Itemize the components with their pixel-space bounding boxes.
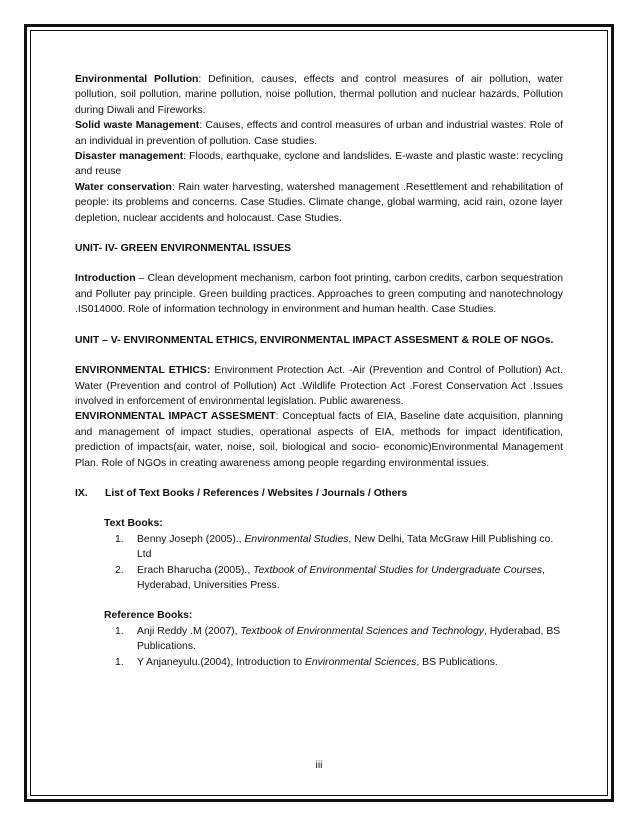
citation-author: Y Anjaneyulu.(2004), Introduction to: [137, 656, 305, 668]
term-heading: ENVIRONMENTAL IMPACT ASSESMENT: [75, 411, 276, 423]
section-number: IX.: [75, 487, 88, 499]
paragraph-solid-waste: [75, 118, 563, 149]
document-body: [75, 72, 563, 670]
term-body: : Definition, causes, effects and control measures of air pollution, water pollution, soil pollution, marine pollution, noise pollution, thermal pollution and nuclear hazards, Pollution during Diwali and Fireworks.: [75, 74, 563, 116]
citation-author: Benny Joseph (2005).,: [137, 533, 245, 545]
term-heading: ENVIRONMENTAL ETHICS:: [75, 365, 211, 377]
list-item: [115, 655, 563, 670]
list-item: [115, 532, 563, 563]
paragraph-impact-assessment: [75, 409, 563, 471]
term-body: Environment Protection Act. -Air (Prevention and Control of Pollution) Act. Water (Prevention and control of Pollution) Act .Wildlife Protection Act .Forest Conservation Act .Issues involved in enforcement of environmental legislation. Public awareness.: [75, 365, 563, 407]
item-number: 1.: [115, 533, 124, 545]
term-body: – Clean development mechanism, carbon foot printing, carbon credits, carbon sequestration and Polluter pay principle. Green building practices. Approaches to green computing and nanotechnology .IS014000. Role of information technology in environment and human health. Case Studies.: [75, 273, 563, 316]
term-heading: Introduction: [75, 273, 136, 285]
citation-title: Environmental Sciences: [304, 656, 417, 668]
term-heading: Water conservation: [75, 181, 172, 193]
paragraph-water-conservation: [75, 180, 563, 226]
citation-publisher: , Hyderabad, Universities Press.: [137, 564, 545, 591]
paragraph-disaster-management: [75, 149, 563, 180]
list-item: [115, 563, 563, 594]
references-list: [75, 624, 563, 670]
paragraph-environmental-ethics: [75, 363, 563, 409]
unit-4-title: UNIT- IV- GREEN ENVIRONMENTAL ISSUES: [75, 243, 292, 255]
page-number: iii: [315, 760, 323, 771]
paragraph-introduction: [75, 271, 563, 317]
section-ix-heading: [75, 486, 563, 501]
citation-title: Environmental Studies: [244, 533, 349, 545]
list-item: [115, 624, 563, 655]
citation-author: Anji Reddy .M (2007),: [137, 625, 241, 637]
citation-publisher: , New Delhi, Tata McGraw Hill Publishing co. Ltd: [137, 533, 554, 561]
term-body: : Rain water harvesting, watershed management .Resettlement and rehabilitation of people: its problems and concerns. Case Studies. Climate change, global warming, acid rain, ozone layer depletion, nuclear accidents and holocaust. Case Studies.: [75, 181, 563, 224]
term-heading: Disaster management: [75, 151, 184, 163]
term-body: : Floods, earthquake, cyclone and landslides. E-waste and plastic waste: recycling and reuse: [75, 151, 563, 178]
unit-5-title: UNIT – V- ENVIRONMENTAL ETHICS, ENVIRONMENTAL IMPACT ASSESMENT & ROLE OF NGOs.: [75, 334, 554, 346]
citation-publisher: , Hyderabad, BS Publications.: [137, 625, 561, 653]
citation-publisher: , BS Publications.: [416, 656, 498, 668]
item-number: 1.: [115, 656, 124, 668]
term-heading: Environmental Pollution: [75, 74, 199, 85]
item-number: 1.: [115, 625, 124, 637]
paragraph-environmental-pollution: [75, 72, 563, 118]
term-body: : Causes, effects and control measures of urban and industrial wastes. Role of an individual in prevention of pollution. Case studies.: [75, 120, 563, 147]
term-heading: Solid waste Management: [75, 120, 200, 132]
item-number: 2.: [115, 564, 124, 576]
references-label: Reference Books:: [104, 610, 193, 622]
citation-title: Textbook of Environmental Studies for Undergraduate Courses: [253, 564, 543, 576]
citation-author: Erach Bharucha (2005).,: [137, 564, 254, 576]
term-body: : Conceptual facts of EIA, Baseline date acquisition, planning and management of impact studies, operational aspects of EIA, methods for impact identification, prediction of impacts(air, water, noise, soil, biological and socio- economic)Environmental Management Plan. Role of NGOs in creating awareness among people regarding environmental issues.: [75, 411, 563, 469]
textbooks-list: [75, 532, 563, 594]
textbooks-label: Text Books:: [104, 518, 163, 530]
citation-title: Textbook of Environmental Sciences and Technology: [240, 625, 484, 637]
section-title: List of Text Books / References / Websites / Journals / Others: [105, 487, 408, 499]
